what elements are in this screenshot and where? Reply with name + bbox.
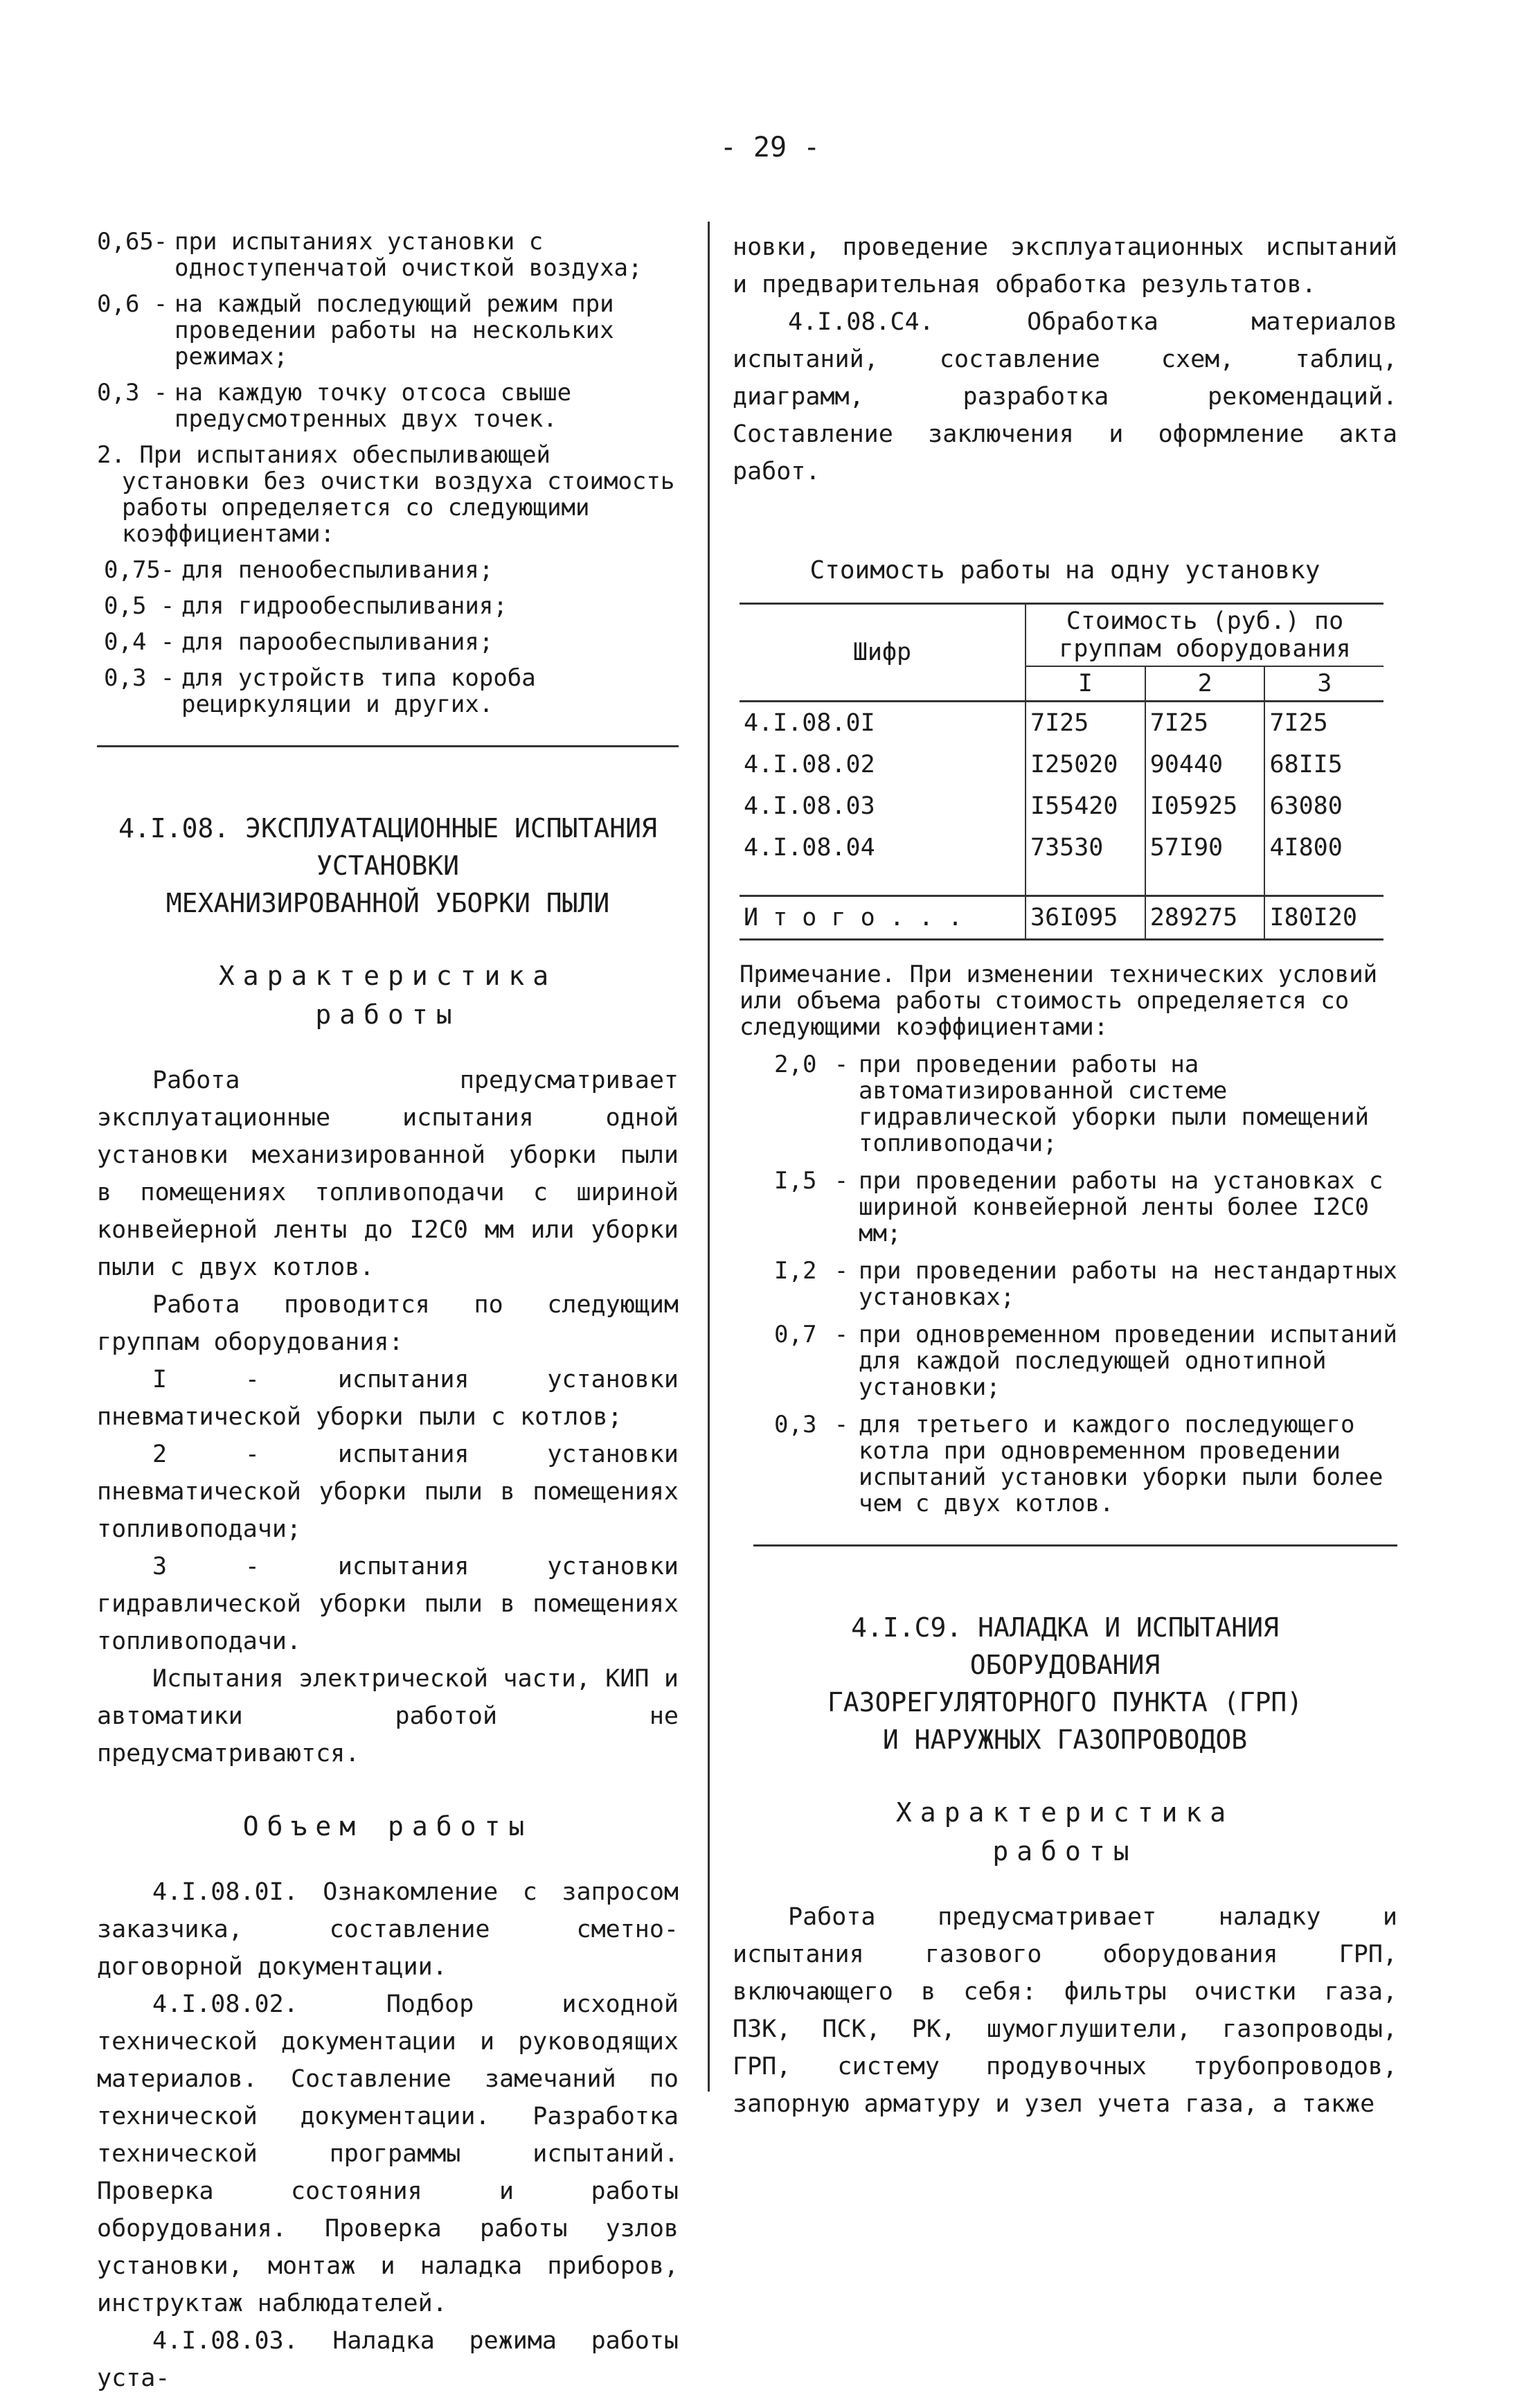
coefficient-text: на каждый последующий режим при проведении работы на нескольких режимах; [174,290,614,371]
coefficient-row: 0,5 - для гидрообеспыливания; [104,593,679,619]
cost-table [740,603,1384,941]
coefficient-value: 0,75 [104,556,161,584]
group-header: I [1026,666,1145,702]
left-column [97,229,679,2397]
coefficient-value: 0,6 [97,290,140,318]
section-heading: 4.I.С9. НАЛАДКА И ИСПЫТАНИЯ ОБОРУДОВАНИЯ ГАЗОРЕГУЛЯТОРНОГО ПУНКТА (ГРП) И НАРУЖНЫХ ГАЗОПРОВОДОВ [827,1612,1303,1755]
coefficient-row: 0,3 - для устройств типа короба рециркуляции и других. [104,665,679,718]
coefficient-row: 0,3 - для третьего и каждого последующего котла при одновременном проведении испытаний установки уборки пыли более чем с двух котлов. [774,1411,1384,1517]
coefficient-row: 0,6 - на каждый последующий режим при проведении работы на нескольких режимах; [97,291,679,370]
numbered-clause: 2. При испытаниях обеспыливающей установки без очистки воздуха стоимость работы определяется со следующими коэффициентами: [97,441,675,548]
page-number: - 29 - [719,132,821,163]
coefficient-text: для устройств типа короба рециркуляции и других. [181,664,536,718]
table-row: 4.I.08.0I 7I25 7I25 7I25 [740,702,1384,745]
subsection-heading: Объем работы [242,1811,533,1842]
right-column [733,229,1397,2123]
coefficient-value: 0,5 [104,592,147,620]
column-header-code: Шифр [740,604,1026,702]
paragraph: Испытания электрической части, КИП и автоматики работой не предусматриваются. [97,1665,679,1767]
coefficient-value: 0,65 [97,228,154,256]
coefficient-row: I,5 - при проведении работы на установках с шириной конвейерной ленты более I2С0 мм; [774,1167,1384,1247]
paragraph: Работа проводится по следующим группам оборудования: [97,1291,679,1356]
coefficient-text: для парообеспыливания; [181,628,494,656]
coefficient-value: 0,3 [97,379,140,407]
table-title: Стоимость работы на одну установку [809,556,1320,585]
paragraph: 4.I.08.02. Подбор исходной технической документации и руководящих материалов. Составление замечаний по технической документации. Разработка технической программы испытаний. Проверка состояния и работы оборудования. Проверка работы узлов установки, монтаж и наладка приборов, инструктаж наблюдателей. [97,1990,679,2317]
coefficient-value: 0,4 [104,628,147,656]
coefficient-row: I,2 - при проведении работы на нестандартных установках; [774,1257,1397,1311]
table-row: 4.I.08.04 73530 57I90 4I800 [740,827,1384,868]
coefficient-text: на каждую точку отсоса свыше предусмотренных двух точек. [174,379,572,433]
group-header: 2 [1145,666,1265,702]
coefficient-row: 0,3 - на каждую точку отсоса свыше предусмотренных двух точек. [97,380,679,432]
table-row [740,868,1384,896]
coefficient-row: 0,75 - для пенообеспыливания; [104,557,679,583]
paragraph: 4.I.08.С4. Обработка материалов испытаний, составление схем, таблиц, диаграмм, разработка рекомендаций. Составление заключения и оформление акта работ. [733,308,1397,485]
subsection-heading: Характеристика работы [218,961,557,1030]
paragraph: 4.I.08.03. Наладка режима работы уста- [97,2327,679,2392]
table-note: Примечание. При изменении технических условий или объема работы стоимость определяется со следующими коэффициентами: [740,961,1378,1041]
subsection-heading: Характеристика работы [895,1797,1235,1866]
coefficient-value: 0,3 [104,664,147,692]
paragraph: Работа предусматривает наладку и испытания газового оборудования ГРП, включающего в себя: фильтры очистки газа, ПЗК, ПСК, РК, шумоглушители, газопроводы, ГРП, систему продувочных трубопроводов, запорную арматуру и узел учета газа, а также [733,1903,1397,2118]
coefficient-row: 2,0 - при проведении работы на автоматизированной системе гидравлической уборки пыли помещений топливоподачи; [774,1051,1369,1157]
coefficient-row: 0,65 - при испытаниях установки с одноступенчатой очисткой воздуха; [97,229,679,281]
column-divider [708,222,710,2092]
table-row: 4.I.08.02 I25020 90440 68II5 [740,744,1384,785]
paragraph: 4.I.08.0I. Ознакомление с запросом заказчика, составление сметно-договорной документации. [97,1878,679,1981]
coefficient-text: для пенообеспыливания; [181,556,494,584]
section-divider [753,1544,1397,1547]
paragraph: Работа предусматривает эксплуатационные испытания одной установки механизированной уборки пыли в помещениях топливоподачи с шириной конвейерной ленты до I2С0 мм или уборки пыли с двух котлов. [97,1067,679,1281]
paragraph: 3 - испытания установки гидравлической уборки пыли в помещениях топливоподачи. [97,1553,679,1655]
table-row: 4.I.08.03 I55420 I05925 63080 [740,785,1384,827]
coefficient-text: для гидрообеспыливания; [181,592,508,620]
group-header: 3 [1264,666,1384,702]
section-heading: 4.I.08. ЭКСПЛУАТАЦИОННЫЕ ИСПЫТАНИЯ УСТАНОВКИ МЕХАНИЗИРОВАННОЙ УБОРКИ ПЫЛИ [118,813,657,918]
coefficient-row: 0,7 - при одновременном проведении испытаний для каждой последующей однотипной установки; [774,1321,1397,1401]
paragraph: 2 - испытания установки пневматической уборки пыли в помещениях топливоподачи; [97,1441,679,1543]
column-header-cost: Стоимость (руб.) по группам оборудования [1026,604,1384,667]
coefficient-text: при испытаниях установки с одноступенчатой очисткой воздуха; [174,228,643,282]
coefficient-row: 0,4 - для парообеспыливания; [104,629,679,655]
paragraph: новки, проведение эксплуатационных испытаний и предварительная обработка результатов. [733,233,1397,298]
total-row: И т о г о . . . 36I095 289275 I80I20 [740,896,1384,940]
section-divider [97,745,679,747]
paragraph: I - испытания установки пневматической уборки пыли с котлов; [97,1366,679,1431]
total-label: И т о г о . . . [740,896,1026,940]
